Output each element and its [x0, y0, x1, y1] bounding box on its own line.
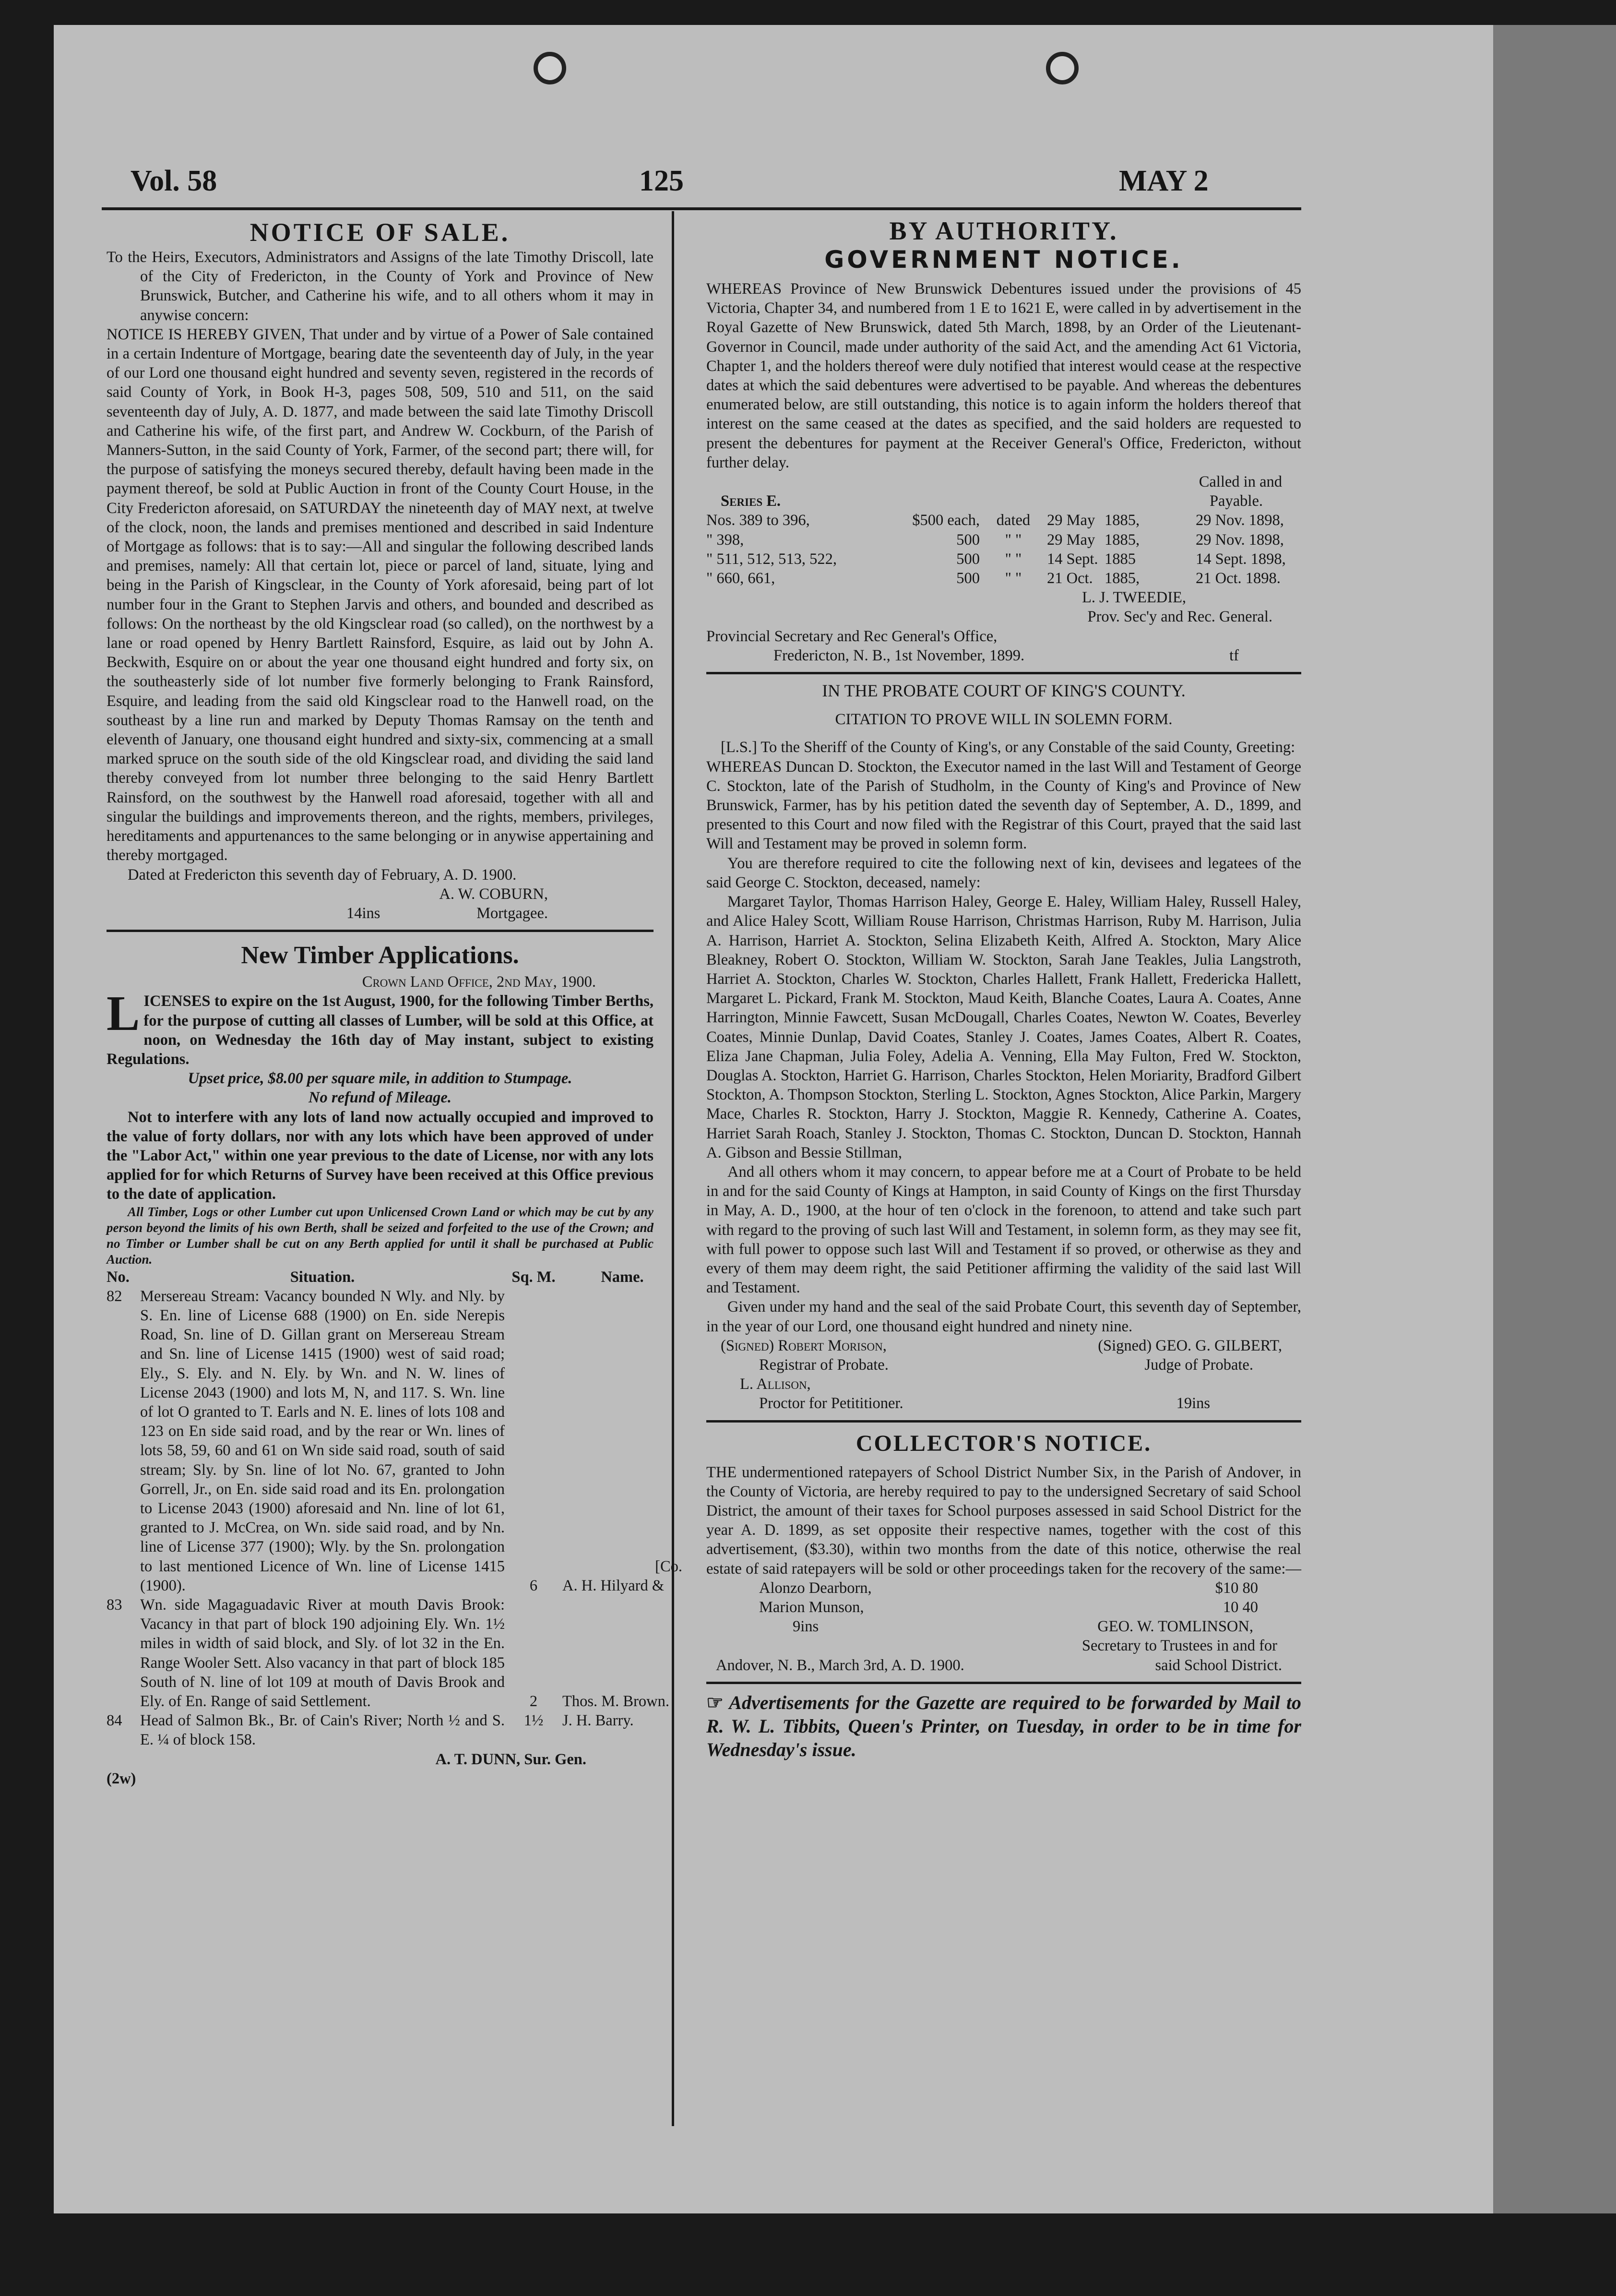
- collectors-notice-title: COLLECTOR'S NOTICE.: [856, 1430, 1152, 1456]
- timber-warning: All Timber, Logs or other Lumber cut upon Unlicensed Crown Land or which may be cut by any person beyond the limits of his own Berth, shall be seized and forfeited to the use of the Crown; and no Timber or Lumber shall be cut on any Berth applied for until it shall be purchased at Public Auction.: [107, 1204, 654, 1267]
- series-label: Series E.: [721, 492, 781, 510]
- header-rule: [102, 207, 1301, 210]
- sale-signer-role: Mortgagee.: [476, 904, 548, 922]
- notice-of-sale-title: NOTICE OF SALE.: [250, 218, 511, 247]
- by-authority: BY AUTHORITY.: [889, 216, 1118, 245]
- timber-entry-name: A. H. Hilyard &: [562, 1577, 665, 1594]
- collector-place-date: Andover, N. B., March 3rd, A. D. 1900.: [716, 1656, 964, 1674]
- section-rule: [706, 1420, 1301, 1423]
- timber-entry-sqm: 6: [529, 1577, 538, 1594]
- timber-entry-no: 83: [107, 1596, 122, 1614]
- debenture-day: 29 May: [1047, 531, 1095, 549]
- debenture-numbers: Nos. 389 to 396,: [706, 512, 810, 529]
- debenture-table: [706, 511, 1301, 588]
- timber-entry-co: [Co.: [655, 1557, 682, 1575]
- section-rule: [107, 930, 654, 932]
- debenture-amount: $500 each,: [912, 512, 980, 529]
- probate-given: Given under my hand and the seal of the said Probate Court, this seventh day of September, in the year of our Lord, one thousand eight hundred and ninety nine.: [706, 1298, 1301, 1335]
- timber-entry-sqm: 1½: [523, 1712, 544, 1730]
- debenture-amount: 500: [956, 570, 980, 587]
- page-number: 125: [639, 165, 684, 197]
- payable-header: Payable.: [1209, 492, 1263, 510]
- judge-role: Judge of Probate.: [1144, 1356, 1253, 1374]
- debenture-amount: 500: [956, 550, 980, 568]
- right-column: [706, 217, 1301, 1761]
- timber-signer: A. T. DUNN, Sur. Gen.: [435, 1750, 586, 1768]
- pointing-hand-icon: ☞: [706, 1691, 724, 1713]
- debenture-payable: 14 Sept. 1898,: [1196, 550, 1286, 568]
- sale-signer: A. W. COBURN,: [439, 885, 548, 903]
- timber-entry-name: J. H. Barry.: [562, 1712, 634, 1730]
- probate-insertions: 19ins: [1176, 1395, 1210, 1412]
- ratepayer-name: Alonzo Dearborn,: [759, 1579, 872, 1597]
- section-rule: [706, 1682, 1301, 1684]
- timber-entry-sqm: 2: [529, 1693, 538, 1710]
- gazette-page: [54, 25, 1493, 2213]
- timber-entry: [107, 1287, 682, 1595]
- binding-hole-left: [534, 52, 566, 84]
- probate-whereas: WHEREAS Duncan D. Stockton, the Executor named in the last Will and Testament of George C. Stockton, late of the Parish of Studholm, in the County of King's and Province of New Brunswick, Farmer, has by his petition dated the seventh day of September, A. D., 1899, and presented to this Court and now filed with the Registrar of this Court, prayed that the said last Will and Testament may be proved in solemn form.: [706, 758, 1301, 853]
- timber-no-refund: No refund of Mileage.: [309, 1089, 452, 1107]
- probate-others: And all others whom it may concern, to appear before me at a Court of Probate to be held in and for the said County of Kings at Hampton, in said County of Kings on the first Thursday in May, A. D., 1900, at the hour of ten o'clock in the forenoon, to attend and take such part with regard to the proving of such last Will and Testament, in solemn form, as they may see fit, with full power to oppose such last Will and Testament if so proved, or otherwise as they and every of them may deem right, the said Petitioner affirming the validity of the said last Will and Testament.: [706, 1163, 1301, 1297]
- sale-insertions: 14ins: [346, 904, 380, 922]
- timber-notice: Not to interfere with any lots of land now actually occupied and improved to the value of forty dollars, nor with any lots which have been approved of under the "Labor Act," within one year previous to the date of License, nor with any lots applied for for which Returns of Survey have been received at this Office previous to the date of application.: [107, 1108, 654, 1203]
- timber-upset-price: Upset price, $8.00 per square mile, in addition to Stumpage.: [188, 1070, 572, 1088]
- sale-address: To the Heirs, Executors, Administrators and Assigns of the late Timothy Driscoll, late of the City of Fredericton, in the County of York and Province of New Brunswick, Butcher, and Catherine his wife, and to all others whom it may in anywise concern:: [107, 249, 654, 324]
- timber-entry-situation: Head of Salmon Bk., Br. of Cain's River; North ½ and S. E. ¼ of block 158.: [140, 1712, 505, 1749]
- timber-entry-no: 84: [107, 1712, 122, 1730]
- collector-signer: GEO. W. TOMLINSON,: [1097, 1618, 1253, 1636]
- debenture-day: 29 May: [1047, 512, 1095, 529]
- debenture-numbers: " 660, 661,: [706, 570, 775, 587]
- called-in-header: Called in and: [1199, 473, 1282, 491]
- registrar-signature: (Signed) Robert Morison,: [721, 1337, 887, 1354]
- timber-intro: ICENSES to expire on the 1st August, 1900, for the following Timber Berths, for the purpose of cutting all classes of Lumber, will be sold at this Office, at noon, on Wednesday the 16th day of May instant, subject to existing Regulations.: [107, 993, 654, 1068]
- proctor-name: L. Allison,: [740, 1375, 811, 1393]
- advertisement-text: Advertisements for the Gazette are required to be forwarded by Mail to R. W. L. Tibbits, Queen's Printer, on Tuesday, in order to be in time for Wednesday's issue.: [706, 1691, 1302, 1760]
- government-notice-title: GOVERNMENT NOTICE.: [824, 246, 1183, 274]
- debenture-year: 1885,: [1105, 570, 1140, 587]
- collectors-notice: [706, 1429, 1301, 1675]
- timber-entry: [107, 1595, 669, 1711]
- debenture-day: 21 Oct.: [1047, 570, 1093, 587]
- government-notice: [706, 217, 1301, 665]
- sale-body: NOTICE IS HEREBY GIVEN, That under and by virtue of a Power of Sale contained in a certain Indenture of Mortgage, bearing date the seventeenth day of July, in the year of our Lord one thousand eight hundred and seventy seven, registered in the records of said County of York, in Book H-3, pages 508, 509, 510 and 511, on the said seventeenth day of July, A. D. 1877, and made between the said late Timothy Driscoll and Catherine his wife, of the first part, and Andrew W. Cockburn, of the Parish of Manners-Sutton, in the said County of York, Farmer, of the second part; there will, for the purpose of satisfying the moneys secured thereby, default having been made in the payment thereof, be sold at Public Auction in front of the County Court House, in the City Fredericton aforesaid, on SATURDAY the nineteenth day of MAY next, at twelve of the clock, noon, the lands and premises mentioned and described in said Indenture of Mortgage as follows: that is to say:—All and singular the following described lands and premises, namely: All that certain lot, piece or parcel of land, situate, lying and being in the Parish of Kingsclear, in the County of York aforesaid, being part of lot number four in the Grant to Stephen Jarvis and others, and bounded and described as follows: On the northeast by the old Kingsclear road (so called), on the northwest by a lane or road opened by Henry Bartlett Rainsford, Esquire, as laid out by John A. Beckwith, Esquire on or about the year one thousand eight hundred and forty six, on the southeasterly side of lot number five formerly belonging to Frank Rainsford, Esquire, and leading from the said old Kingsclear road to the Hanwell road, on the southeast by a line run and marked by Deputy Thomas Ramsay on the tenth and eleventh of January, one thousand eight hundred and sixty-six, commencing at a small marked spruce on the south side of the old Kingsclear road, and dividing the said land thereby conveyed from lot number three belonging to the said Henry Bartlett Rainsford, on the southwest by the Hanwell road aforesaid, together with all and singular the buildings and improvements thereon, and the rights, members, privileges, hereditaments and appurtenances to the same belonging or in anywise appertaining and thereby mortgaged.: [107, 325, 654, 864]
- probate-seal: [L.S.]: [721, 739, 757, 756]
- notice-of-sale: [107, 217, 654, 923]
- debenture-dated: " ": [1005, 531, 1022, 549]
- timber-title: New Timber Applications.: [241, 942, 519, 969]
- timber-entry-name: Thos. M. Brown.: [562, 1693, 669, 1710]
- judge-signature: (Signed) GEO. G. GILBERT,: [1098, 1337, 1282, 1354]
- timber-col-no: No.: [107, 1268, 130, 1286]
- timber-col-sqm: Sq. M.: [511, 1268, 556, 1286]
- timber-entry-situation: Wn. side Magaguadavic River at mouth Davis Brook: Vacancy in that part of block 190 adjoining Ely. Wn. 1½ miles in width of said block, and Sly. of lot 32 in the En. Range Wooler Sett. Also vacancy in that part of block 185 South of N. line of lot 109 at mouth of Davis Brook and Ely. of En. Range of said Settlement.: [140, 1596, 505, 1710]
- probate-addressee: To the Sheriff of the County of King's, or any Constable of the said County, Greeting:: [760, 739, 1295, 756]
- collector-signer-role: Secretary to Trustees in and for: [1081, 1637, 1277, 1655]
- issue-date: MAY 2: [1119, 165, 1209, 197]
- left-column: [107, 217, 682, 1788]
- debenture-dated: " ": [1005, 550, 1022, 568]
- probate-citation-title: CITATION TO PROVE WILL IN SOLEMN FORM.: [835, 711, 1173, 729]
- probate-citation: [706, 681, 1301, 1413]
- debenture-payable: 29 Nov. 1898,: [1196, 512, 1284, 529]
- debenture-payable: 29 Nov. 1898,: [1196, 531, 1284, 549]
- new-timber-applications: [107, 939, 682, 1788]
- collector-district: said School District.: [1155, 1656, 1282, 1674]
- probate-names: Margaret Taylor, Thomas Harrison Haley, George E. Haley, William Haley, Russell Haley, and Alice Haley Scott, William Rouse Harrison, Christmas Harrison, Ruby M. Harrison, Julia A. Harrison, Harriet A. Stockton, Selina Elizabeth Keith, Alfred A. Stockton, Mary Alice Bleakney, Robert O. Stockton, William W. Stockton, Sarah Jane Teakles, Julia Langstroth, Harriet A. Stockton, Charles W. Stockton, Charles Hallett, Frank Hallett, Fredericka Hallett, Margaret L. Pickard, Frank M. Stockton, Maud Keith, Blanche Coates, Laura A. Coates, Anne Harrington, Minnie Fawcett, Susan McDougall, Charles Coates, Newton W. Coates, Beverley Coates, Minnie Dunlap, David Coates, Stanley J. Coates, James Coates, Albert R. Coates, Eliza Jane Chapman, Julia Foley, Adelia A. Venning, Ella May Fulton, Fred W. Stockton, Douglas A. Stockton, Harriet G. Harrison, Charles Stockton, Helen Moriarity, Bradford Gilbert Stockton, A. Thompson Stockton, Sterling L. Stockton, Agnes Stockton, Alice Parkin, Margery Mace, Charles R. Stockton, Harry J. Stockton, Maggie R. Kennedy, Catherine A. Coates, Harriet Sarah Roach, Stanley J. Stockton, Thomas C. Stockton, Duncan D. Stockton, Hannah A. Gibson and Bessie Stillman,: [706, 893, 1301, 1161]
- ratepayer-amount: 10 40: [1223, 1599, 1258, 1616]
- probate-court-title: IN THE PROBATE COURT OF KING'S COUNTY.: [822, 681, 1186, 701]
- scan-edge: [1493, 25, 1616, 2213]
- ratepayer-name: Marion Munson,: [759, 1599, 864, 1616]
- advertisement-notice: [706, 1691, 1301, 1761]
- timber-col-name: Name.: [601, 1268, 644, 1286]
- timber-entry-no: 82: [107, 1287, 122, 1305]
- ratepayer-row: [706, 1578, 1301, 1598]
- debenture-dated: " ": [1005, 570, 1022, 587]
- timber-dropcap: L: [107, 986, 140, 1041]
- debenture-row: [706, 550, 1301, 569]
- authority-signer: L. J. TWEEDIE,: [1082, 589, 1186, 607]
- debenture-numbers: " 511, 512, 513, 522,: [706, 550, 837, 568]
- timber-table-header: [107, 1268, 654, 1287]
- debenture-year: 1885: [1105, 550, 1136, 568]
- debenture-row: [706, 569, 1301, 588]
- ratepayer-amount: $10 80: [1215, 1579, 1258, 1597]
- ratepayer-row: [706, 1598, 1301, 1617]
- debenture-year: 1885,: [1105, 531, 1140, 549]
- debenture-row: [706, 530, 1301, 550]
- collectors-notice-body: THE undermentioned ratepayers of School District Number Six, in the Parish of Andover, in the County of Victoria, are hereby required to pay to the undersigned Secretary of said School District, the amount of their taxes for School purposes assessed in said School District for the year A. D. 1899, as set opposite their respective names, together with the cost of this advertisement, ($3.30), within two months from the date of this notice, otherwise the real estate of said ratepayers will be sold or other proceedings taken for the recovery of the same:—: [706, 1463, 1301, 1578]
- timber-entry: [107, 1711, 654, 1749]
- authority-office: Provincial Secretary and Rec General's Office,: [706, 627, 998, 645]
- debenture-row: [706, 511, 1301, 530]
- debenture-day: 14 Sept.: [1047, 550, 1098, 568]
- registrar-role: Registrar of Probate.: [759, 1356, 889, 1374]
- debenture-amount: 500: [956, 531, 980, 549]
- probate-cite: You are therefore required to cite the following next of kin, devisees and legatees of the said George C. Stockton, deceased, namely:: [706, 854, 1301, 891]
- collector-insertions: 9ins: [793, 1618, 819, 1636]
- timber-entry-situation: Mersereau Stream: Vacancy bounded N Wly. and Nly. by S. En. line of License 688 (1900) on En. side Nerepis Road, Sn. line of D. Gillan grant on Mersereau Stream and Sn. line of License 1415 (1900) west of said road; Ely., S. Ely. and N. Ely. by Wn. and N. W. lines of License 2043 (1900) and lots M, N, and 117. S. Wn. line of lot O granted to T. Earls and N. E. lines of lots 108 and 123 on En side said road, and by the rear or Wn. lines of lots 58, 59, 60 and 61 on Wn side said road, south of said stream; Sly. by Sn. line of lot No. 67, granted to John Gorrell, Jr., on En. side said road and its En. prolongation to License 2043 (1900) aforesaid and Nn. line of lot 61, granted to J. McCrea, on Wn. side said road, and by Nn. line of License 377 (1900); Wly. by the Sn. prolongation to last mentioned Licence of Wn. line of License 1415 (1900).: [140, 1287, 505, 1594]
- timber-col-situation: Situation.: [290, 1268, 355, 1286]
- binding-hole-right: [1046, 52, 1079, 84]
- authority-tf: tf: [1229, 646, 1239, 664]
- debenture-numbers: " 398,: [706, 531, 744, 549]
- proctor-role: Proctor for Petititioner.: [759, 1395, 903, 1412]
- authority-place-date: Fredericton, N. B., 1st November, 1899.: [773, 646, 1025, 664]
- column-divider: [672, 211, 674, 2126]
- timber-footer-code: (2w): [107, 1770, 136, 1787]
- volume-number: Vol. 58: [131, 165, 217, 197]
- sale-dated: Dated at Fredericton this seventh day of February, A. D. 1900.: [128, 866, 517, 884]
- timber-office: Crown Land Office, 2nd May, 1900.: [362, 973, 596, 991]
- debenture-year: 1885,: [1105, 512, 1140, 529]
- debenture-dated: dated: [996, 512, 1031, 529]
- debenture-payable: 21 Oct. 1898.: [1196, 570, 1281, 587]
- section-rule: [706, 672, 1301, 674]
- authority-signer-role: Prov. Sec'y and Rec. General.: [1087, 608, 1272, 626]
- government-notice-body: WHEREAS Province of New Brunswick Debentures issued under the provisions of 45 Victoria, Chapter 34, and numbered from 1 E to 1621 E, were called in by advertisement in the Royal Gazette of New Brunswick, dated 5th March, 1898, by an Order of the Lieutenant-Governor in Council, made under authority of the said Act, and the amending Act 61 Victoria, Chapter 1, and the holders thereof were duly notified that interest would cease at the respective dates at which the said debentures were advertised to be payable. And whereas the debentures enumerated below, are still outstanding, this notice is to again inform the holders thereof that interest on the same ceased at the dates as specified, and the said holders are requested to present the debentures for payment at the Receiver General's Office, Fredericton, without further delay.: [706, 280, 1301, 471]
